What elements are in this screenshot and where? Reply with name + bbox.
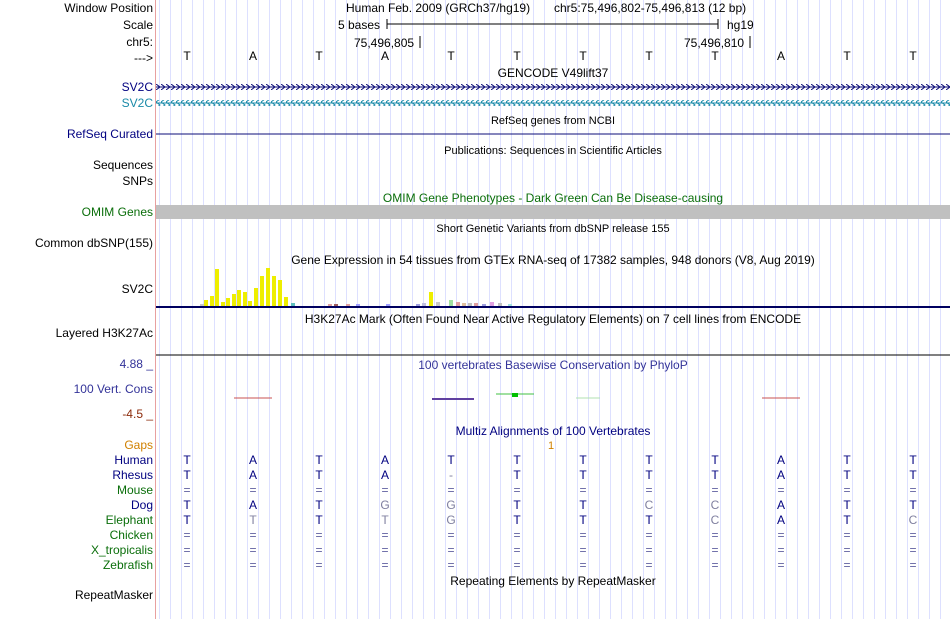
alignment-base: T bbox=[843, 513, 851, 527]
gtex-tissue-bar bbox=[429, 292, 433, 306]
gtex-tissue-bar bbox=[272, 276, 276, 306]
gtex-tissue-bar bbox=[243, 292, 247, 306]
alignment-base: = bbox=[909, 483, 917, 497]
alignment-base: T bbox=[579, 468, 587, 482]
title-cons: 100 vertebrates Basewise Conservation by PhyloP bbox=[418, 358, 688, 372]
alignment-base: = bbox=[909, 543, 917, 557]
label-species-dog: Dog bbox=[130, 498, 153, 512]
alignment-base: = bbox=[249, 483, 257, 497]
alignment-base: T bbox=[315, 468, 323, 482]
label-species-chicken: Chicken bbox=[109, 528, 153, 542]
alignment-base: = bbox=[843, 543, 851, 557]
alignment-base: A bbox=[380, 468, 389, 482]
title-repeatmasker: Repeating Elements by RepeatMasker bbox=[450, 574, 656, 588]
gtex-tissue-bar bbox=[386, 304, 390, 306]
alignment-base: T bbox=[513, 468, 521, 482]
alignment-base: T bbox=[711, 453, 719, 467]
label-species-mouse: Mouse bbox=[116, 483, 153, 497]
reference-base: T bbox=[513, 49, 521, 63]
omim-gene-bar bbox=[156, 205, 950, 219]
alignment-base: = bbox=[579, 483, 587, 497]
alignment-base: = bbox=[645, 558, 653, 572]
alignment-base: = bbox=[315, 528, 323, 542]
alignment-base: = bbox=[381, 558, 389, 572]
alignment-base: = bbox=[777, 483, 785, 497]
alignment-base: C bbox=[908, 513, 918, 527]
alignment-base: = bbox=[579, 528, 587, 542]
gtex-tissue-bar bbox=[204, 300, 208, 306]
alignment-base: = bbox=[777, 528, 785, 542]
gtex-tissue-bar bbox=[278, 280, 282, 306]
alignment-base: T bbox=[513, 498, 521, 512]
alignment-base: = bbox=[513, 558, 521, 572]
alignment-base: = bbox=[315, 558, 323, 572]
label-vert-cons[interactable]: 100 Vert. Cons bbox=[73, 382, 153, 396]
label-gencode-sv2c[interactable]: SV2C bbox=[121, 80, 153, 94]
alignment-base: T bbox=[183, 513, 191, 527]
alignment-base: G bbox=[446, 513, 456, 527]
alignment-base: A bbox=[248, 498, 257, 512]
reference-base: T bbox=[909, 49, 917, 63]
gtex-tissue-bar bbox=[416, 304, 420, 306]
alignment-base: T bbox=[909, 468, 917, 482]
label-cons-min: -4.5 _ bbox=[122, 407, 153, 421]
reference-base: T bbox=[183, 49, 191, 63]
label-window-position: Window Position bbox=[64, 1, 153, 15]
alignment-base: = bbox=[513, 543, 521, 557]
track-graphics bbox=[156, 0, 950, 619]
alignment-base: C bbox=[710, 513, 720, 527]
gtex-tissue-bar bbox=[237, 290, 241, 306]
alignment-base: = bbox=[645, 528, 653, 542]
label-refseq-curated[interactable]: RefSeq Curated bbox=[66, 127, 153, 141]
alignment-base: = bbox=[381, 543, 389, 557]
alignment-base: = bbox=[513, 483, 521, 497]
gtex-tissue-bar bbox=[210, 296, 214, 306]
reference-base: T bbox=[843, 49, 851, 63]
alignment-base: T bbox=[183, 498, 191, 512]
alignment-base: A bbox=[776, 468, 785, 482]
label-gaps: Gaps bbox=[124, 438, 153, 452]
gtex-tissue-bar bbox=[221, 302, 225, 306]
gtex-tissue-bar bbox=[456, 302, 460, 306]
label-repeatmasker[interactable]: RepeatMasker bbox=[74, 588, 153, 602]
alignment-base: = bbox=[381, 528, 389, 542]
alignment-base: T bbox=[909, 453, 917, 467]
alignment-base: = bbox=[249, 558, 257, 572]
alignment-base: A bbox=[776, 498, 785, 512]
alignment-base: A bbox=[248, 453, 257, 467]
label-species-human: Human bbox=[114, 453, 153, 467]
label-omim-genes[interactable]: OMIM Genes bbox=[81, 205, 153, 219]
alignment-base: T bbox=[579, 513, 587, 527]
cons-mark-4 bbox=[512, 393, 518, 397]
label-layered-h3k27ac[interactable]: Layered H3K27Ac bbox=[55, 326, 153, 340]
alignment-base: G bbox=[446, 498, 456, 512]
alignment-base: T bbox=[843, 498, 851, 512]
alignment-base: A bbox=[776, 453, 785, 467]
alignment-base: = bbox=[183, 483, 191, 497]
gtex-tissue-bar bbox=[490, 302, 494, 306]
alignment-base: = bbox=[909, 558, 917, 572]
title-multiz: Multiz Alignments of 100 Vertebrates bbox=[455, 424, 651, 438]
title-publications: Publications: Sequences in Scientific Articles bbox=[444, 145, 662, 157]
reference-base: A bbox=[248, 49, 257, 63]
gtex-tissue-bar bbox=[328, 304, 332, 306]
alignment-base: T bbox=[843, 468, 851, 482]
alignment-base: C bbox=[710, 498, 720, 512]
gtex-tissue-bar bbox=[226, 298, 230, 306]
gtex-tissue-bar bbox=[468, 303, 472, 306]
alignment-base: T bbox=[579, 498, 587, 512]
gtex-tissue-bar bbox=[422, 303, 426, 306]
label-common-dbsnp[interactable]: Common dbSNP(155) bbox=[34, 236, 153, 250]
gtex-tissue-bar bbox=[482, 304, 486, 306]
gtex-tissue-bar bbox=[334, 304, 338, 306]
title-gtex: Gene Expression in 54 tissues from GTEx RNA-seq of 17382 samples, 948 donors (V8, Aug 2019) bbox=[291, 253, 815, 267]
coord-left: 75,496,805 bbox=[354, 36, 415, 50]
label-strand-arrow: ---> bbox=[134, 51, 153, 65]
alignment-base: = bbox=[381, 483, 389, 497]
track-labels bbox=[0, 0, 155, 619]
alignment-base: = bbox=[249, 528, 257, 542]
alignment-base: = bbox=[447, 543, 455, 557]
title-h3k27ac: H3K27Ac Mark (Often Found Near Active Regulatory Elements) on 7 cell lines from ENCODE bbox=[304, 312, 802, 326]
alignment-base: = bbox=[183, 543, 191, 557]
alignment-base: = bbox=[249, 543, 257, 557]
gtex-tissue-bar bbox=[449, 300, 453, 306]
alignment-base: = bbox=[777, 543, 785, 557]
label-sequences[interactable]: Sequences bbox=[92, 158, 153, 172]
alignment-base: T bbox=[645, 468, 653, 482]
gtex-tissue-bar bbox=[248, 301, 252, 306]
alignment-base: C bbox=[644, 498, 654, 512]
title-refseq: RefSeq genes from NCBI bbox=[490, 115, 616, 127]
gtex-bars bbox=[200, 268, 512, 306]
label-gtex-sv2c[interactable]: SV2C bbox=[121, 282, 153, 296]
reference-base: T bbox=[711, 49, 719, 63]
alignment-base: T bbox=[645, 513, 653, 527]
reference-base: T bbox=[645, 49, 653, 63]
alignment-base: T bbox=[315, 498, 323, 512]
alignment-base: = bbox=[315, 483, 323, 497]
label-species-rhesus: Rhesus bbox=[112, 468, 153, 482]
alignment-base: T bbox=[513, 513, 521, 527]
reference-base: T bbox=[579, 49, 587, 63]
alignment-base: T bbox=[183, 453, 191, 467]
scale-db: hg19 bbox=[727, 18, 754, 32]
alignment-base: = bbox=[711, 558, 719, 572]
alignment-base: = bbox=[645, 543, 653, 557]
alignment-base: T bbox=[513, 453, 521, 467]
title-gencode: GENCODE V49lift37 bbox=[497, 66, 609, 80]
position-text: chr5:75,496,802-75,496,813 (12 bp) bbox=[554, 1, 747, 15]
alignment-base: T bbox=[249, 513, 257, 527]
gtex-tissue-bar bbox=[436, 302, 440, 306]
gtex-tissue-bar bbox=[462, 303, 466, 306]
label-species-zebrafish: Zebrafish bbox=[102, 558, 153, 572]
alignment-base: = bbox=[579, 543, 587, 557]
gtex-tissue-bar bbox=[200, 304, 204, 306]
alignment-base: - bbox=[449, 468, 453, 482]
reference-base: T bbox=[447, 49, 455, 63]
gap-count: 1 bbox=[548, 440, 555, 452]
alignment-base: T bbox=[909, 498, 917, 512]
alignment-base: = bbox=[843, 528, 851, 542]
alignment-base: A bbox=[776, 513, 785, 527]
label-species-x-tropicalis: X_tropicalis bbox=[90, 543, 153, 557]
alignment-base: = bbox=[447, 528, 455, 542]
gtex-tissue-bar bbox=[498, 303, 502, 306]
reference-base: A bbox=[776, 49, 785, 63]
alignment-base: A bbox=[380, 453, 389, 467]
label-scale: Scale bbox=[122, 18, 153, 32]
gtex-tissue-bar bbox=[346, 304, 350, 306]
label-chromosome: chr5: bbox=[126, 35, 153, 49]
alignment-base: A bbox=[248, 468, 257, 482]
gtex-tissue-bar bbox=[356, 304, 360, 306]
label-species-elephant: Elephant bbox=[105, 513, 153, 527]
label-cons-max: 4.88 _ bbox=[119, 357, 153, 371]
alignment-base: T bbox=[183, 468, 191, 482]
track-image[interactable] bbox=[156, 0, 950, 619]
alignment-base: = bbox=[513, 528, 521, 542]
alignment-base: = bbox=[447, 483, 455, 497]
alignment-base: T bbox=[579, 453, 587, 467]
alignment-base: = bbox=[711, 543, 719, 557]
gtex-tissue-bar bbox=[232, 294, 236, 306]
label-gencode-sv2c-2[interactable]: SV2C bbox=[121, 96, 153, 110]
title-dbsnp: Short Genetic Variants from dbSNP release 155 bbox=[436, 223, 670, 235]
alignment-base: = bbox=[183, 558, 191, 572]
reference-base: T bbox=[315, 49, 323, 63]
alignment-base: = bbox=[909, 528, 917, 542]
gtex-tissue-bar bbox=[508, 304, 512, 306]
alignment-base: = bbox=[777, 558, 785, 572]
label-snps[interactable]: SNPs bbox=[122, 174, 153, 188]
alignment-base: T bbox=[711, 468, 719, 482]
alignment-base: G bbox=[380, 498, 390, 512]
alignment-base: T bbox=[315, 453, 323, 467]
title-omim: OMIM Gene Phenotypes - Dark Green Can Be Disease-causing bbox=[382, 191, 724, 205]
alignment-base: = bbox=[183, 528, 191, 542]
alignment-base: = bbox=[645, 483, 653, 497]
alignment-base: T bbox=[447, 453, 455, 467]
alignment-base: T bbox=[315, 513, 323, 527]
alignment-base: = bbox=[315, 543, 323, 557]
scale-text: 5 bases bbox=[338, 18, 381, 32]
alignment-base: = bbox=[579, 558, 587, 572]
assembly-title: Human Feb. 2009 (GRCh37/hg19) bbox=[346, 1, 531, 15]
alignment-base: = bbox=[843, 558, 851, 572]
alignment-base: T bbox=[645, 453, 653, 467]
alignment-base: = bbox=[711, 528, 719, 542]
gtex-tissue-bar bbox=[260, 276, 264, 306]
coord-right: 75,496,810 bbox=[684, 36, 745, 50]
gtex-tissue-bar bbox=[254, 288, 258, 306]
gtex-tissue-bar bbox=[291, 303, 295, 306]
gtex-tissue-bar bbox=[215, 269, 219, 306]
gtex-tissue-bar bbox=[474, 303, 478, 306]
alignment-base: = bbox=[447, 558, 455, 572]
reference-base: A bbox=[380, 49, 389, 63]
alignment-base: T bbox=[843, 453, 851, 467]
alignment-base: T bbox=[381, 513, 389, 527]
alignment-base: = bbox=[711, 483, 719, 497]
gtex-tissue-bar bbox=[266, 268, 270, 306]
alignment-base: = bbox=[843, 483, 851, 497]
gtex-tissue-bar bbox=[284, 297, 288, 306]
